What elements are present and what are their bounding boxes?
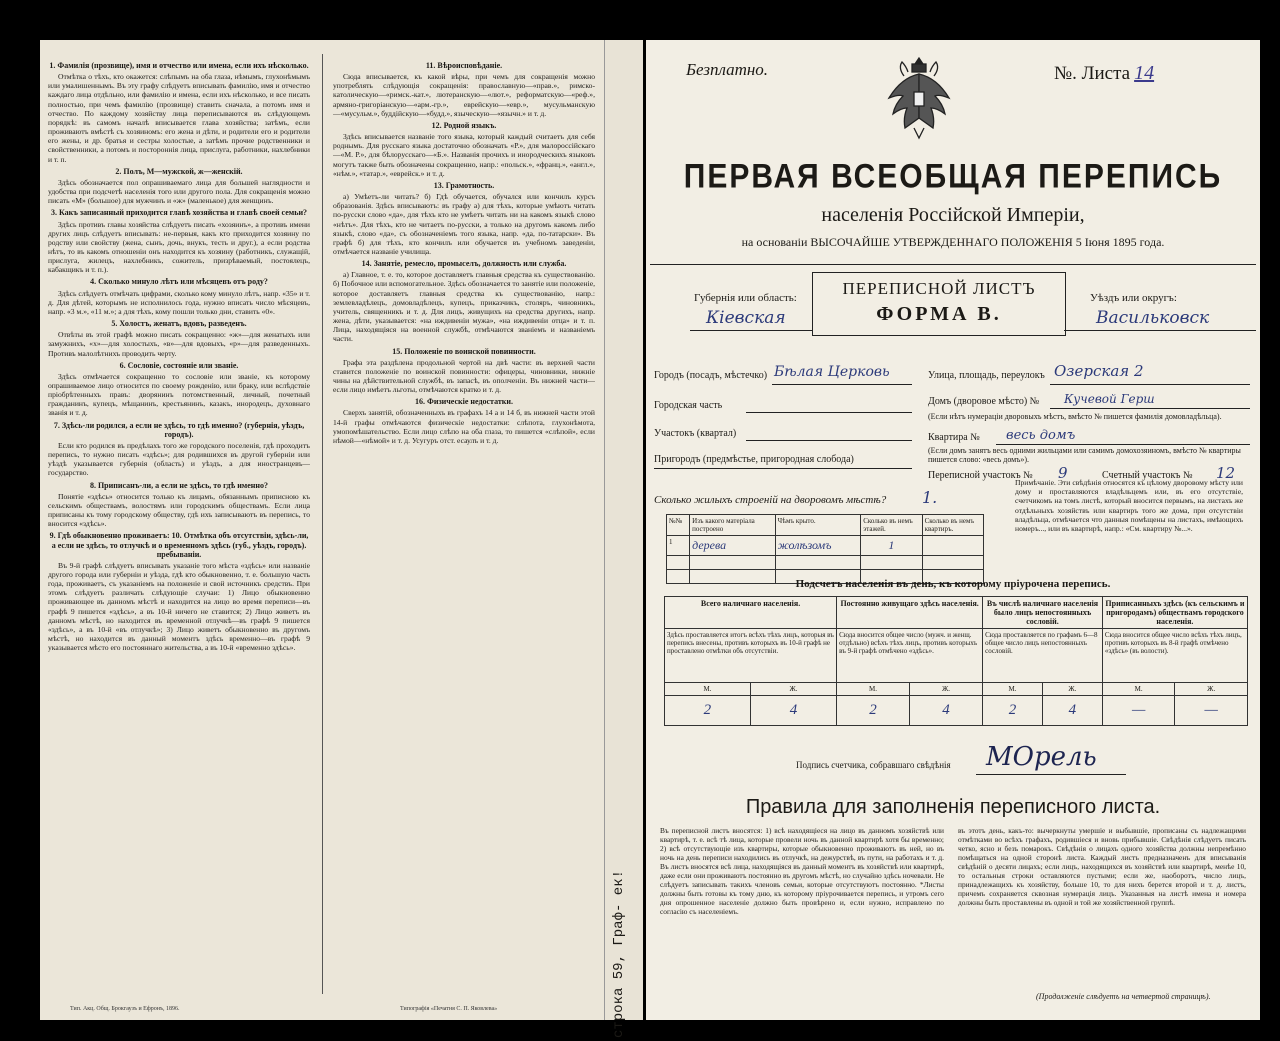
uezd-label: Уѣздъ или округъ: <box>1090 292 1177 304</box>
buildings-cell: 1 <box>667 536 690 556</box>
sheet-number-value: 14 <box>1134 62 1155 84</box>
population-group-header: Всего наличнаго населенія. <box>665 597 837 629</box>
buildings-cell: жолѣзомъ <box>775 536 861 556</box>
counting-district-label: Счетный участокъ № <box>1102 470 1193 481</box>
instruction-text: Если кто родился въ предѣлахъ того же городского поселенія, гдѣ проходитъ перепись, то нужно писать «здѣсь»; для родившихся въ другой губерніи или уѣздѣ указывается губернія (область) и уѣздъ, а для иностранцевъ—государство. <box>48 440 310 478</box>
buildings-cell <box>922 536 983 556</box>
male-header: М. <box>837 683 910 696</box>
top-divider <box>650 264 1256 265</box>
population-table <box>664 596 1248 726</box>
population-group-header: Постоянно живущаго здѣсь населенія. <box>837 597 983 629</box>
population-count: 2 <box>983 696 1043 726</box>
population-count: 2 <box>837 696 910 726</box>
instruction-text: Здѣсь отмѣчается сокращенно то сословіе или званіе, къ которому опрашиваемое лицо относится по своему рожденію, или браку, или вслѣдствіе пріобрѣтенныхъ правъ: дворянинъ потомственный, личный, почетный гражданинъ, купецъ, мѣщанинъ, крестьянинъ, казакъ, инородецъ, духовнаго званія и т. д. <box>48 371 310 418</box>
population-description: Здѣсь проставляется итогъ всѣхъ тѣхъ лицъ, которыя въ перепись внесены, противъ которыхъ въ 10-й графѣ не проставлено отмѣтки объ отсутствіи. <box>665 629 837 683</box>
population-count: — <box>1175 696 1248 726</box>
strip-text: строка 59, Граф- ек! <box>611 870 627 1039</box>
population-count: 2 <box>665 696 751 726</box>
sheet-number-label: №. Листа <box>1054 63 1131 84</box>
residences-label: Сколько жилыхъ строеній на дворовомъ мѣстѣ? <box>654 494 887 506</box>
apartment-note: (Если домъ занятъ весь одними жильцами или самимъ домохозяиномъ, вмѣсто № квартиры пишется слово: «весь домъ»). <box>928 446 1241 464</box>
female-header: Ж. <box>1042 683 1102 696</box>
male-header: М. <box>665 683 751 696</box>
population-description: Сюда проставляется по графамъ 6—8 общее число лицъ непостоянныхъ сословій. <box>983 629 1103 683</box>
city-label: Городъ (посадъ, мѣстечко) <box>654 370 768 381</box>
instruction-text: Отмѣтка о тѣхъ, кто окажется: слѣпымъ на оба глаза, нѣмымъ, глухонѣмымъ или умалишеннымъ. Въ эту графу слѣдуетъ вписывать фамилію, имя и отчество каждаго лица отдѣльно, или фамилію и имена, если ихъ нѣсколько, и все писать полностью, при чемъ фамилію (прозвище) ставить сначала, а потомъ имя и отчество. По каждому хозяйству лица переписываются въ слѣдующемъ порядкѣ: въ самомъ началѣ вписывается глава хозяйства; затѣмъ, если проживаютъ вмѣстѣ съ хозяиномъ: его жена и дѣти, и родители его и родители его жены, и др. братья и сестры холостые, а затѣмъ прочие родственники и свойственники, а потомъ и постороннія лица, прислуга, работники, нахлебники и т. п. <box>48 72 310 164</box>
instruction-text: Здѣсь слѣдуетъ отмѣчать цифрами, сколько кому минуло лѣтъ, напр. «35» и т. д. Для дѣтей, которымъ не исполнилось года, нужно вписать число мѣсяцевъ, напр. «3 м.», «11 м.»; а для тѣхъ, кому пошли только дни, ставить «0». <box>48 288 310 316</box>
instruction-heading: 15. Положеніе по воинской повинности. <box>392 346 536 356</box>
census-title: ПЕРВАЯ ВСЕОБЩАЯ ПЕРЕПИСЬ <box>683 157 1223 196</box>
gubernia-label: Губернія или область: <box>694 292 797 304</box>
buildings-cell: 1 <box>861 536 922 556</box>
instruction-text: Въ 9-й графѣ слѣдуетъ вписывать указаніе того мѣста «здѣсь» или названіе другого города или губерніи и уѣзда, гдѣ кто обыкновенно, т. е. большую часть года, проживаетъ, съ указаніемъ на положеніе и свой источникъ средствъ. При этомъ слѣдуетъ различать слѣдующіе случаи: 1) Лицо обыкновенно проживающее въ данномъ мѣстѣ и находится на лицо во время переписи—въ графѣ 9 пишется «здѣсь», а въ 10-й ничего не ставится; 2) Лицо живетъ въ данномъ мѣстѣ, но находится въ временной отлучкѣ—въ графѣ 9 пишется «здѣсь», а въ 10-й «въ отлучкѣ»; 3) Лицо живетъ обыкновенно въ другомъ мѣстѣ, но находится въ данный моментъ здѣсь временно—въ графѣ 9 указывается мѣсто его постояннаго жительства, а въ 10-й «временно здѣсь». <box>48 560 310 653</box>
rules-column-left: Въ переписной листъ вносятся: 1) всѣ находящіеся на лицо въ данномъ хозяйствѣ или квартирѣ, т. е. всѣ тѣ лица, которые провели ночь въ данной квартирѣ хотя бы временно; 2) всѣ отсутствующіе изъ квартиры, которые обыкновенно проживаютъ въ ней, но въ ночь на день переписи находились въ отлучкѣ, на дежурствѣ, въ пути, на работахъ и т. д. Въ листъ вносятся всѣ лица, находящіяся въ данный моментъ въ хозяйствѣ или квартирѣ, даже если они проживаютъ постоянно въ другомъ мѣстѣ, но случайно здѣсь ночевали. Не слѣдуетъ записывать такихъ членовъ семьи, которые отсутствуютъ постоянно. *Листы должны быть готовы къ тому дню, къ которому пріурочивается перепись, и утромъ сего дня опрошенное населеніе должно быть провѣрено и, если нужно, исправлено по согласію съ населеніемъ. <box>660 826 944 916</box>
population-groups-row <box>665 597 1248 629</box>
city-part-label: Городская часть <box>654 400 723 411</box>
male-header: М. <box>1102 683 1175 696</box>
rules-column-right: въ этотъ день, какъ-то: вычеркнуты умершіе и выбывшіе, прописаны съ надлежащими отмѣтками во всѣхъ графахъ, родившіеся и вновь прибывшіе. Свѣдѣнія слѣдуетъ писать четко, ясно и безъ помарокъ. Свѣдѣнія о лицахъ одного хозяйства должны непремѣнно помѣщаться на одной сторонѣ листа. Каждый листъ предназначенъ для вписыванія свѣдѣній о десяти лицахъ; если лицъ, находящихся въ хозяйствѣ или квартирѣ, менѣе 10, то остальныя строки оставляются пустыми; если же, наоборотъ, число лицъ, принадлежащихъ къ хозяйству, больше 10, то для нихъ берется второй и т. д. листъ, причемъ сохраняется сквозная нумерація лицъ. Указанныя на листѣ имена и номера должны быть проставлены въ одной и той же хозяйственной группѣ. <box>958 826 1246 907</box>
buildings-note: Примѣчаніе. Эти свѣдѣнія относятся къ цѣлому дворовому мѣсту или дому и проставляются владѣльцемъ или, въ его отсутствіе, счетчикомъ на томъ листѣ, который вносится первымъ, на листахъ же отдѣльныхъ хозяйствъ или квартиръ того же дома, при отсутствіи владѣльца, отмѣчается что данныя помѣщены на листахъ, имѣющихъ номеръ..., или въ квартирѣ, напр.: «См. квартиру №...». <box>1015 478 1243 534</box>
instruction-text: Сверхъ занятій, обозначенныхъ въ графахъ 14 а и 14 б, въ нижней части этой 14-й графы отмѣчаются физическіе недостатки: слѣпота, глухонѣмота, умопомѣшательство. Если лицо слѣпо на оба глаза, то пишется «слѣпой», если нѣмой—«нѣмой» и т. д. Усугуръ отст. есаулъ и т. д. <box>333 408 595 445</box>
rules-continued: (Продолженіе слѣдуетъ на четвертой страницѣ). <box>1036 992 1211 1001</box>
apartment-value: весь домъ <box>1006 428 1076 443</box>
instruction-heading: 8. Приписанъ-ли, а если не здѣсь, то гдѣ именно? <box>89 480 269 490</box>
instruction-heading: 3. Какъ записанный приходится главѣ хозяйства и главѣ своей семьи? <box>50 208 308 218</box>
counting-district-value: 12 <box>1216 464 1236 482</box>
rules-title: Правила для заполненія переписного листа. <box>745 796 1161 818</box>
signature-value: МОрель <box>986 742 1097 772</box>
population-description: Сюда вносится общее число (мужч. и женщ. отдѣльно) всѣхъ тѣхъ лицъ, противъ которыхъ въ 9-й графѣ отмѣчено «здѣсь». <box>837 629 983 683</box>
census-form-page <box>646 40 1260 1020</box>
gubernia-line <box>690 330 812 331</box>
street-line <box>1050 384 1250 385</box>
instruction-heading: 7. Здѣсь-ли родился, а если не здѣсь, то гдѣ именно? (губернія, уѣздъ, городъ). <box>53 420 305 439</box>
house-note: (Если нѣтъ нумераціи дворовыхъ мѣстъ, вмѣсто № пишется фамилія домовладѣльца). <box>928 412 1222 421</box>
population-title: Подсчетъ населенія въ день, къ которому пріурочена перепись. <box>795 578 1111 590</box>
instruction-heading: 4. Сколько минуло лѣтъ или мѣсяцевъ отъ роду? <box>90 277 268 287</box>
instruction-text: а) Главное, т. е. то, которое доставляетъ главныя средства къ существованію. б) Побочное или вспомогательное. Здѣсь обозначается то занятіе или положеніе, которое доставляетъ главныя средства къ существованію, напр.: землевладѣлецъ, домовладѣлецъ, купецъ, приказчикъ, столяръ, чиновникъ, учитель, священникъ и т. д. Для лицъ, живущихъ на средства другихъ, напр. жена, дѣти, указывается: «на иждивеніи мужа», «на иждивеніи отца» и т. п. Лица, находящіяся на военной службѣ, отмѣчаются званіемъ и названіемъ части. <box>333 270 595 344</box>
instruction-heading: 16. Физическіе недостатки. <box>414 397 514 407</box>
street-label: Улица, площадь, переулокъ <box>928 370 1045 381</box>
instruction-heading: 12. Родной языкъ. <box>431 120 497 130</box>
sheet-number <box>1054 62 1154 85</box>
suburb-line <box>654 468 912 469</box>
instruction-heading: 6. Сословіе, состояніе или званіе. <box>119 360 239 370</box>
house-value: Кучевой Герш <box>1064 392 1155 406</box>
buildings-header-cell: Сколько въ немъ квартиръ. <box>922 515 983 536</box>
buildings-header-cell: Чѣмъ крыто. <box>775 515 861 536</box>
city-line <box>772 384 912 385</box>
house-line <box>1050 408 1250 409</box>
population-count: 4 <box>1042 696 1102 726</box>
population-group-header: Въ числѣ наличнаго населенія было лицъ непостоянныхъ сословій. <box>983 597 1103 629</box>
signature-line <box>976 774 1126 775</box>
form-title: ПЕРЕПИСНОЙ ЛИСТЪ <box>842 279 1036 298</box>
census-subtitle: населенія Россійской Имперіи, <box>821 204 1085 226</box>
population-count: — <box>1102 696 1175 726</box>
instruction-text: Отвѣты въ этой графѣ можно писать сокращенно: «ж»—для женатыхъ или замужнихъ, «х»—для холостыхъ, «в»—для вдовыхъ, «р»—для разведенныхъ. Противъ малолѣтнихъ проводить черту. <box>48 330 310 358</box>
buildings-table <box>666 514 984 584</box>
population-desc-row <box>665 629 1248 683</box>
city-part-line <box>746 412 912 413</box>
free-label: Безплатно. <box>686 60 769 79</box>
instruction-heading: 1. Фамилія (прозвище), имя и отчество или имена, если ихъ нѣсколько. <box>49 61 309 70</box>
buildings-table-header <box>667 515 984 536</box>
buildings-cell: дерева <box>690 536 776 556</box>
instruction-text: а) Умѣетъ-ли читать? б) Гдѣ обучается, обучался или кончилъ курсъ образованія. Здѣсь вписываютъ: въ графу а) для тѣхъ, которые умѣютъ читать по-русски слово «да», для тѣхъ кто не умѣетъ читать ни на какомъ языкѣ слово «нѣтъ». Для тѣхъ, кто не читаетъ по-русски, а только на другомъ какомъ либо языкѣ, слово «да», съ обозначеніемъ того языка, напр. «да, по-татарски». Въ графѣ б) для тѣхъ, кто кончилъ или обучается въ учебномъ заведеніи, отмѣчается названіе училища. <box>333 192 595 256</box>
form-subtitle: ФОРМА В. <box>876 303 1002 325</box>
male-header: М. <box>983 683 1043 696</box>
instruction-text: Здѣсь противъ главы хозяйства слѣдуетъ писать «хозяинъ», а противъ имени других лицъ слѣдуетъ вписывать: не-первыя, какъ кто приходится хозяину по родству или свойству (жена, сынъ, дочь, внукъ, тесть и друг.), а если родства нѣтъ, то въ какомъ отношеніи онъ находится къ хозяину (работникъ, служащій, прислуга, жилецъ, нахлебникъ, сожитель, призрѣваемый, постоялецъ, кабакщикъ и т. п.). <box>48 219 310 275</box>
instruction-text: Здѣсь обозначается пол опрашиваемаго лица для большей наглядности и удобства при подсчетѣ населенія того или другого пола. Для сокращенія можно писать «М» (большое) для мужчинъ и «ж» (маленькое) для женщинъ. <box>48 177 310 206</box>
column-divider <box>322 54 323 994</box>
printer-note-2: Типографія «Печатня С. П. Яковлева» <box>400 1006 498 1012</box>
table-row <box>665 696 1248 726</box>
female-header: Ж. <box>1175 683 1248 696</box>
instructions-column-right <box>333 58 595 988</box>
uezd-value: Васильковск <box>1096 308 1210 328</box>
table-row <box>667 556 984 570</box>
instruction-text: Графа эта раздѣлена продольной чертой на двѣ части: въ верхней части ставится положеніе по воинской повинности: офицеры, чиновники, нижніе чины на дѣйствительной службѣ, въ запасѣ, въ ополченіи. Въ нижней части—если лицо имѣетъ льготы, отмѣчаются кратко и т. д. <box>333 357 595 395</box>
uezd-line <box>1064 330 1256 331</box>
population-description: Сюда вносится общее число всѣхъ тѣхъ лицъ, противъ которыхъ въ 8-й графѣ отмѣчено «здѣсь» (въ волости). <box>1102 629 1247 683</box>
buildings-header-cell: Сколько въ немъ этажей. <box>861 515 922 536</box>
gubernia-value: Кіевская <box>706 308 786 328</box>
table-row <box>667 536 984 556</box>
instruction-heading: 9. Гдѣ обыкновенно проживаетъ: 10. Отмѣтка объ отсутствіи, здѣсь-ли, а если не здѣсь, то отлучкѣ и о временномъ здѣсь (губ., уѣздъ, городъ). пребываніи. <box>49 531 309 559</box>
census-district-label: Переписной участокъ № <box>928 470 1033 481</box>
census-basis: на основаніи ВЫСОЧАЙШЕ УТВЕРЖДЕННАГО ПОЛОЖЕНІЯ 5 Іюня 1895 года. <box>741 235 1165 249</box>
buildings-header-cell: №№ <box>667 515 690 536</box>
female-header: Ж. <box>750 683 836 696</box>
signature-label: Подпись счетчика, собравшаго свѣдѣнія <box>796 760 951 770</box>
apartment-line <box>996 444 1250 445</box>
form-title-box <box>812 272 1066 336</box>
buildings-header-cell: Изъ какого матеріала построено <box>690 515 776 536</box>
instructions-column-left <box>48 58 310 988</box>
instruction-heading: 13. Грамотность. <box>433 180 495 190</box>
female-header: Ж. <box>909 683 982 696</box>
instruction-heading: 14. Занятіе, ремесло, промыселъ, должность или служба. <box>361 259 567 269</box>
instruction-heading: 11. Вѣроисповѣданіе. <box>425 61 503 70</box>
population-group-header: Приписанныхъ здѣсь (къ сельскимъ и пригородамъ) обществамъ городского населенія. <box>1102 597 1247 629</box>
instruction-text: Понятіе «здѣсь» относится только къ лицамъ, обязаннымъ приписною къ сельскимъ обществамъ, волостямъ или городскимъ обществамъ. Если лица приписаны къ тому городскому обществу, гдѣ ихъ записываютъ въ перепись, то вносится «здѣсь». <box>48 491 310 529</box>
population-sex-row <box>665 683 1248 696</box>
instruction-heading: 5. Холостъ, женатъ, вдовъ, разведенъ. <box>111 319 247 329</box>
instruction-text: Здѣсь вписывается названіе того языка, который каждый считаетъ для себя роднымъ. Для русскаго языка достаточно обозначать «Р.», для малороссійскаго—«М. Р.», для бѣлорусскаго—«Б.». Названія прочихъ и инородческихъ языковъ могутъ также быть обозначены сокращенно, напр.: «польск.», «франц.», «англ.», «нѣм.», «татар.», «еврейск.» и т. д. <box>333 132 595 178</box>
residences-value: 1. <box>922 488 938 507</box>
instruction-heading: 2. Полъ, М—мужской, ж—женскій. <box>115 166 243 176</box>
double-headed-eagle-icon <box>884 54 954 144</box>
district-label: Участокъ (квартал) <box>654 428 737 439</box>
census-district-value: 9 <box>1058 464 1068 482</box>
suburb-label: Пригородъ (предмѣстье, пригородная слобода) <box>654 454 854 465</box>
apartment-label: Квартира № <box>928 432 980 443</box>
folded-strip <box>604 40 643 1039</box>
instruction-text: Сюда вписывается, къ какой вѣры, при чемъ для сокращенія можно употреблять слѣдующія сокращенія: православную—«прав.», римско-католическую—«римск.-кат.», лютеранскую—«лют.», реформатскую—«реф.», армяно-григоріанскую—«арм.-гр.», еврейскую—«евр.», мусульманскую—«мусульм.», буддійскую—«будд.», языческую—«язычн.» и т. д. <box>333 72 595 118</box>
street-value: Озерская 2 <box>1054 362 1144 380</box>
district-line <box>746 440 912 441</box>
population-count: 4 <box>909 696 982 726</box>
instructions-page <box>40 40 604 1020</box>
house-label: Домъ (дворовое мѣсто) № <box>928 396 1040 407</box>
population-count: 4 <box>750 696 836 726</box>
printer-note: Тип. Акц. Общ. Брокгаузъ и Ефронъ, 1896. <box>70 1006 180 1012</box>
city-value: Бѣлая Церковь <box>774 364 890 380</box>
